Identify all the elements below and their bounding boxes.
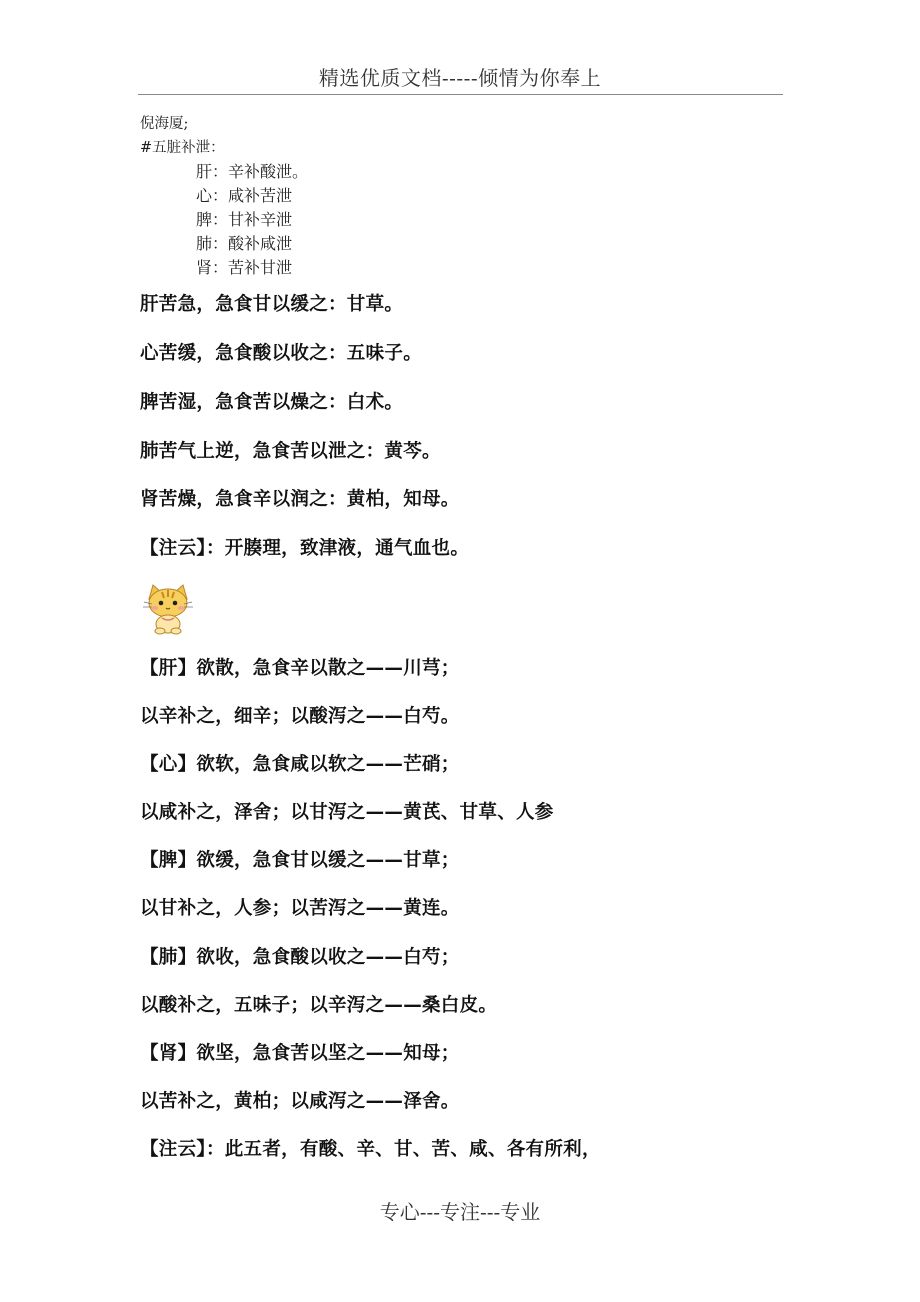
header-divider bbox=[138, 94, 783, 95]
organ-item: 脾：甘补辛泄 bbox=[196, 210, 293, 229]
text-line: 肾苦燥，急食辛以润之：黄柏，知母。 bbox=[140, 489, 460, 510]
text-line: 【肺】欲收，急食酸以收之——白芍； bbox=[140, 947, 460, 968]
text-line: 以酸补之，五味子；以辛泻之——桑白皮。 bbox=[140, 995, 498, 1016]
section-heading: #五脏补泄： bbox=[140, 140, 225, 156]
text-line: 【脾】欲缓，急食甘以缓之——甘草； bbox=[140, 850, 460, 871]
organ-item: 肝：辛补酸泄。 bbox=[196, 162, 309, 181]
text-line: 以咸补之，泽舍；以甘泻之——黄芪、甘草、人参 bbox=[140, 802, 554, 823]
organ-item: 肺：酸补咸泄 bbox=[196, 234, 293, 253]
text-line: 【肝】欲散，急食辛以散之——川芎； bbox=[140, 658, 460, 679]
text-line: 【注云】：开腠理，致津液，通气血也。 bbox=[140, 538, 470, 559]
cat-sticker-icon bbox=[140, 581, 196, 635]
text-line: 脾苦湿，急食苦以燥之：白术。 bbox=[140, 392, 404, 413]
text-line: 【心】欲软，急食咸以软之——芒硝； bbox=[140, 754, 460, 775]
page-header: 精选优质文档-----倾情为你奉上 bbox=[318, 66, 602, 90]
organ-item: 心：咸补苦泄 bbox=[196, 186, 293, 205]
text-line: 【注云】：此五者，有酸、辛、甘、苦、咸、各有所利， bbox=[140, 1139, 601, 1160]
author-line: 倪海厦; bbox=[140, 116, 189, 132]
text-line: 肝苦急，急食甘以缓之：甘草。 bbox=[140, 294, 404, 315]
text-line: 以甘补之，人参；以苦泻之——黄连。 bbox=[140, 898, 460, 919]
text-line: 心苦缓，急食酸以收之：五味子。 bbox=[140, 343, 423, 364]
text-line: 以辛补之，细辛；以酸泻之——白芍。 bbox=[140, 706, 460, 727]
intro-block bbox=[140, 112, 308, 280]
text-line: 肺苦气上逆，急食苦以泄之：黄芩。 bbox=[140, 441, 441, 462]
organ-item: 肾：苦补甘泄 bbox=[196, 258, 293, 277]
text-line: 【肾】欲坚，急食苦以坚之——知母； bbox=[140, 1043, 460, 1064]
text-line: 以苦补之，黄柏；以咸泻之——泽舍。 bbox=[140, 1091, 460, 1112]
page-footer: 专心---专注---专业 bbox=[379, 1200, 541, 1224]
